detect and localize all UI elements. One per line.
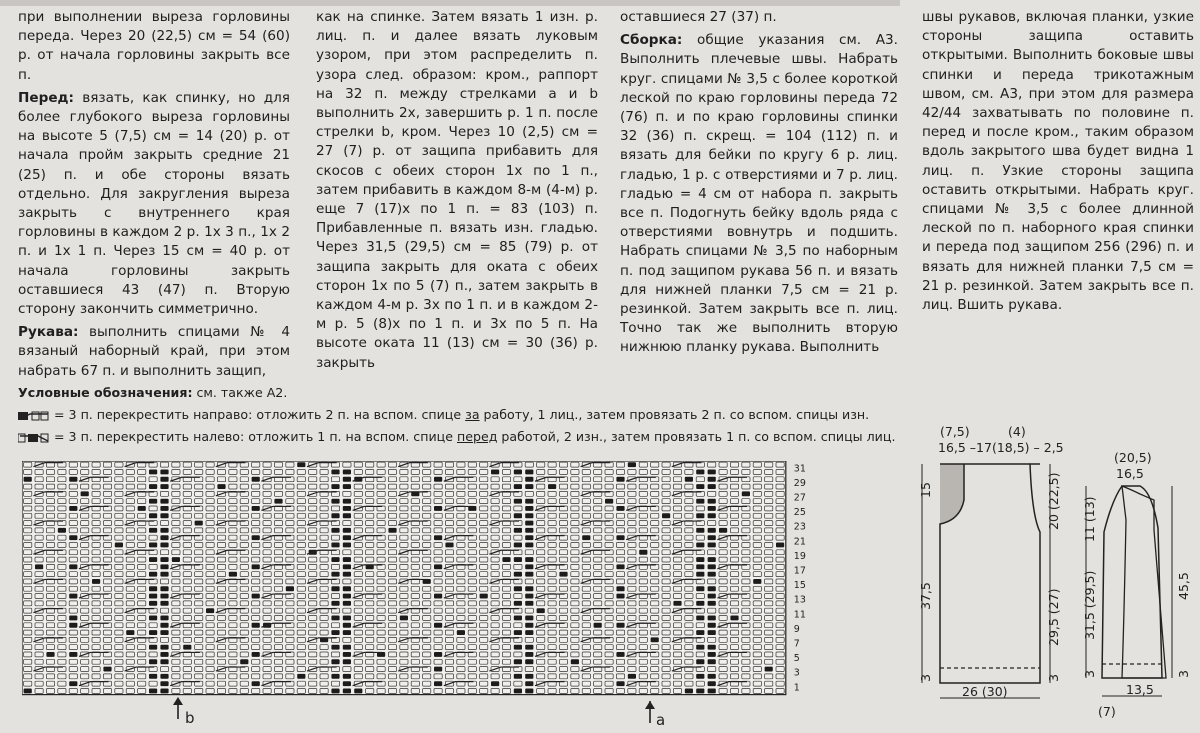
sleeve-left-cap: 11 (13) [1082, 496, 1097, 542]
row-number: 25 [793, 507, 806, 519]
row-number: 5 [793, 653, 800, 665]
cross-right-symbol-icon [18, 411, 50, 421]
paragraph: как на спинке. Затем вязать 1 изн. р. лиц. п. и далее вязать луковым узором, при этом распределить п. узора след. образом: кром., раппорт на 32 п. между стрелками a и b выполнить 2х, завершить р. 1 п. после стрелки b, кром. Через 10 (2,5) см = 27 (7) р. от защипа прибавить для скосов с обеих сторон 1х по 1 п., затем прибавить в каждом 8-м (4-м) р. еще 7 (17)х по 1 п. = 83 (103) п. Прибавленные п. вязать изн. гладью. Через 31,5 (29,5) см = 85 (79) р. от защипа закрыть для оката с обеих сторон 1х по 5 (7) п., затем закрыть в каждом 4-м р. 3х по 1 п. и в каждом 2-м р. 5 (8)х по 1 п. и 3х по 5 п. На высоте оката 11 (13) см = 30 (36) р. закрыть [316, 9, 598, 371]
row-numbers [794, 463, 806, 693]
front-top-right-small: (4) [1008, 424, 1026, 439]
row-number: 31 [793, 463, 806, 475]
front-bottom-width: 26 (30) [962, 684, 1008, 699]
sleeve-left-body: 31,5 (29,5) [1082, 570, 1097, 640]
sleeve-top-small: (20,5) [1114, 450, 1152, 465]
legend-item-cross-left: = 3 п. перекрестить налево: отложить 1 п. на вспом. спице перед работой, 2 изн., затем провязать 1 п. со вспом. спицы лиц. [18, 428, 895, 446]
sleeve-right-total: 45,5 [1176, 572, 1191, 600]
row-number: 17 [793, 565, 806, 577]
sleeve-left-hem: 3 [1082, 670, 1097, 678]
top-edge-strip [0, 0, 900, 6]
paragraph: при выполнении выреза горловины переда. Через 20 (22,5) см = 54 (60) р. от начала горловины закрыть все п. [18, 9, 290, 83]
legend-item-cross-right: = 3 п. перекрестить направо: отложить 2 п. на вспом. спице за работу, 1 лиц., затем провязать 2 п. со вспом. спицы изн. [18, 406, 869, 424]
arrow-a-label: a [656, 711, 666, 729]
sleeve-top-width: 16,5 [1116, 466, 1144, 481]
sleeve-bottom-small: (7) [1098, 704, 1116, 719]
front-left-hem: 3 [918, 674, 933, 682]
front-right-arm: 20 (22,5) [1046, 472, 1061, 530]
row-number: 15 [793, 580, 806, 592]
text-column-4 [922, 8, 1194, 319]
front-top-small: (7,5) [940, 424, 970, 439]
sleeve-bottom-width: 13,5 [1126, 682, 1154, 697]
arrow-b-marker [173, 697, 195, 727]
row-number: 7 [793, 638, 800, 650]
paragraph-sleeves: Рукава: выполнить спицами № 4 вязаный наборный край, при этом набрать 67 п. и выполнить защип, [18, 324, 290, 379]
legend-title: Условные обозначения: см. также А2. [18, 385, 288, 400]
row-number: 23 [793, 521, 806, 533]
text-column-3 [620, 8, 898, 362]
schematic-drawings [900, 420, 1200, 733]
paragraph: швы рукавов, включая планки, узкие стороны защипа оставить открытыми. Выполнить боковые швы спинки и переда трикотажным швом, см. А3, при этом для размера 42/44 захватывать по половине п. перед и после кром., таким образом вдоль закрытого шва будет видна 1 лиц. п. Узкие стороны защипа оставить открытыми. Набрать круг. спицами № 3,5 с более длинной леской по п. наборного края спинки и переда под защипом 256 (296) п. и вязать для нижней планки 7,5 см = 21 р. резинкой. Затем закрыть все п. лиц. Вшить рукава. [922, 9, 1194, 314]
front-top-widths: 16,5 –17(18,5) – 2,5 [938, 440, 1064, 455]
row-number: 27 [793, 492, 806, 504]
row-number: 1 [793, 682, 800, 694]
front-schematic [918, 424, 1064, 699]
row-number: 13 [793, 594, 806, 606]
front-right-side: 29,5 (27) [1046, 588, 1061, 646]
row-number: 9 [793, 623, 800, 635]
text-column-1 [18, 8, 290, 385]
arrow-b-label: b [185, 709, 195, 727]
sleeve-schematic [1082, 450, 1191, 719]
row-number: 11 [793, 609, 806, 621]
arrow-a-marker [645, 701, 665, 729]
section-heading: Сборка: [620, 32, 683, 49]
section-heading: Рукава: [18, 324, 79, 341]
row-number: 29 [793, 477, 806, 489]
front-left-body: 37,5 [918, 582, 933, 610]
chart-grid [22, 461, 786, 695]
front-left-neck: 15 [918, 482, 933, 498]
front-right-hem: 3 [1046, 674, 1061, 682]
paragraph-front: Перед: вязать, как спинку, но для более глубокого выреза горловины на высоте 5 (7,5) см = 14 (20) р. от начала пройм закрыть средние 21 (25) п. и обе стороны вязать отдельно. Для закругления выреза закрыть с внутреннего края горловины в каждом 2 р. 1х 3 п., 1х 2 п. и 1х 1 п. Через 15 см = 40 р. от начала горловины закрыть оставшиеся 43 (47) п. Вторую сторону закончить симметрично. [18, 89, 290, 318]
text-column-2 [316, 8, 598, 377]
row-number: 21 [793, 536, 806, 548]
sleeve-right-hem: 3 [1176, 670, 1191, 678]
paragraph-assembly: Сборка: общие указания см. А3. Выполнить плечевые швы. Набрать круг. спицами № 3,5 с более короткой леской по краю горловины переда 72 (76) п. и по краю горловины спинки 32 (36) п. скрещ. = 104 (112) п. и вязать для бейки по кругу 6 р. лиц. гладью, 1 р. с отверстиями и 7 р. лиц. гладью = 4 см от набора п. закрыть все п. Подогнуть бейку вдоль ряда с отверстиями вовнутрь и подшить. Набрать спицами № 3,5 по наборным п. под защипом рукава 56 п. и вязать для нижней планки 7,5 см = 21 р. резинкой. Затем закрыть все п. лиц. Точно так же выполнить вторую нижнюю планку рукава. Выполнить [620, 32, 898, 356]
cross-left-symbol-icon [18, 433, 50, 443]
paragraph: оставшиеся 27 (37) п. [620, 9, 777, 25]
knitting-chart [22, 461, 834, 731]
row-number: 19 [793, 550, 806, 562]
row-number: 3 [793, 667, 800, 679]
section-heading: Перед: [18, 89, 74, 106]
